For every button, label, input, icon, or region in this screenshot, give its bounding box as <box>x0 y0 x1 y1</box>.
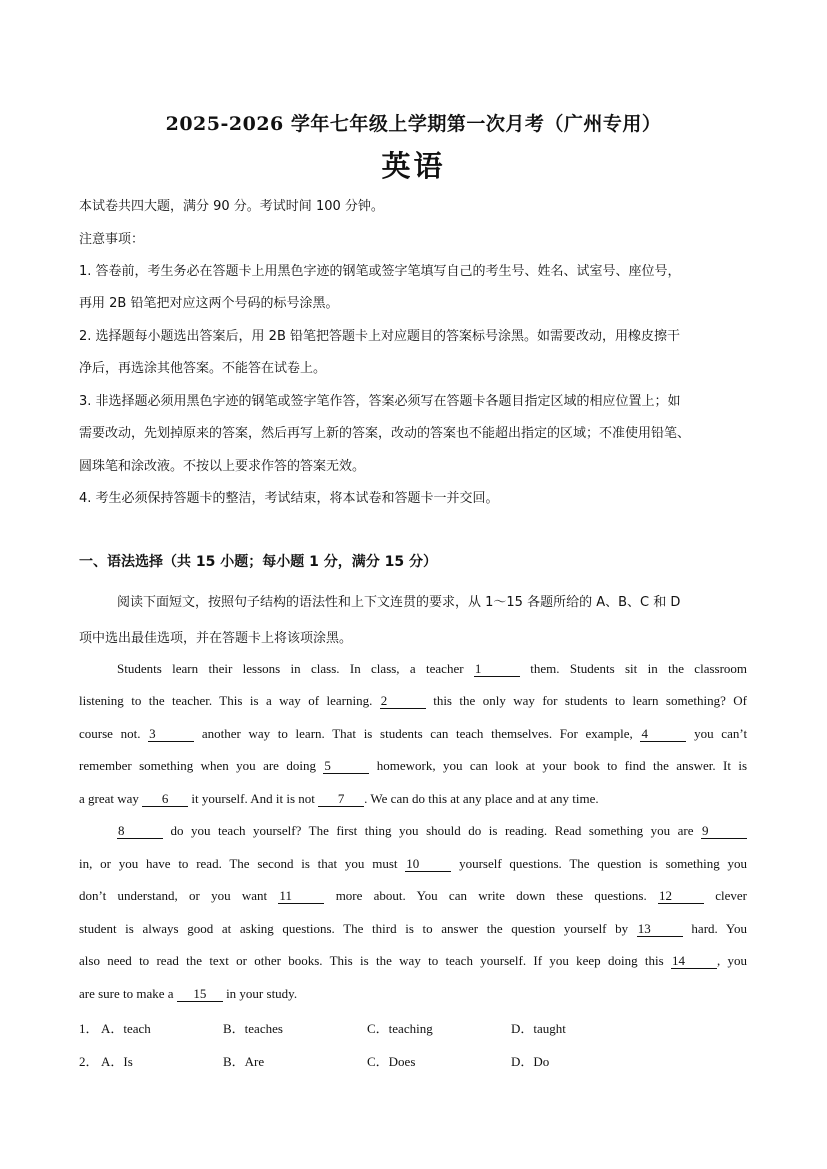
option-d[interactable]: D．taught <box>511 1021 566 1036</box>
passage-line: also need to read the text or other books. This is the way to teach yourself. If you keep doing this 14 , you <box>79 953 748 968</box>
instructions-intro: 本试卷共四大题，满分 90 分。考试时间 100 分钟。 <box>79 199 384 214</box>
blank-6: 6 <box>142 792 188 807</box>
passage-line: 8 do you teach yourself? The first thing you should do is reading. Read something you are 9 <box>117 823 747 839</box>
notice-item-2-cont: 净后，再选涂其他答案。不能答在试卷上。 <box>79 361 327 376</box>
option-a[interactable]: A．Is <box>101 1054 133 1069</box>
passage-line: student is always good at asking questions. The third is to answer the question yourself by 13 hard. You <box>79 921 748 936</box>
exam-title: 2025-2026 学年七年级上学期第一次月考（广州专用） <box>165 113 662 135</box>
notice-item-3-cont: 需要改动，先划掉原来的答案，然后再写上新的答案，改动的答案也不能超出指定的区域；不准使用铅笔、 <box>79 426 691 441</box>
section-1-title: 一、语法选择（共 15 小题；每小题 1 分，满分 15 分） <box>79 554 437 570</box>
blank-14: 14 <box>671 954 717 969</box>
question-number: 1． <box>79 1021 99 1036</box>
blank-3: 3 <box>148 727 194 742</box>
notice-item-2: 2. 选择题每小题选出答案后，用 2B 铅笔把答题卡上对应题目的答案标号涂黑。如需要改动，用橡皮擦干 <box>79 329 680 344</box>
passage-line: are sure to make a 15 in your study. <box>79 986 298 1001</box>
question-number: 2． <box>79 1054 99 1069</box>
blank-12: 12 <box>658 889 704 904</box>
option-b[interactable]: B．Are <box>223 1054 265 1069</box>
option-b[interactable]: B．teaches <box>223 1021 283 1036</box>
blank-2: 2 <box>380 694 426 709</box>
passage-line: don’t understand, or you want 11 more about. You can write down these questions. 12 clever <box>79 888 747 903</box>
option-c[interactable]: C．Does <box>367 1054 416 1069</box>
blank-9: 9 <box>701 824 747 839</box>
blank-8: 8 <box>117 824 163 839</box>
option-d[interactable]: D．Do <box>511 1054 550 1069</box>
passage-line: in, or you have to read. The second is that you must 10 yourself questions. The question is something you <box>79 856 748 871</box>
option-c[interactable]: C．teaching <box>367 1021 433 1036</box>
passage-line: Students learn their lessons in class. In class, a teacher 1 them. Students sit in the classroom <box>117 661 748 676</box>
notice-item-4: 4. 考生必须保持答题卡的整洁，考试结束，将本试卷和答题卡一并交回。 <box>79 491 499 506</box>
notice-label: 注意事项： <box>79 232 145 247</box>
blank-4: 4 <box>640 727 686 742</box>
section-1-directions-cont: 项中选出最佳选项，并在答题卡上将该项涂黑。 <box>79 631 353 646</box>
passage-line: remember something when you are doing 5 homework, you can look at your book to find the answer. It is <box>79 758 748 773</box>
option-a[interactable]: A．teach <box>101 1021 151 1036</box>
passage-line: listening to the teacher. This is a way of learning. 2 this the only way for students to learn something? Of <box>79 693 748 708</box>
blank-11: 11 <box>278 889 324 904</box>
blank-7: 7 <box>318 792 364 807</box>
notice-item-3-cont2: 圆珠笔和涂改液。不按以上要求作答的答案无效。 <box>79 459 366 474</box>
blank-15: 15 <box>177 987 223 1002</box>
blank-10: 10 <box>405 857 451 872</box>
blank-13: 13 <box>637 922 683 937</box>
subject-title: 英语 <box>381 149 446 183</box>
blank-1: 1 <box>474 662 520 677</box>
passage-line: course not. 3 another way to learn. That is students can teach themselves. For example, 4 you can’t <box>79 726 748 741</box>
section-1-directions: 阅读下面短文，按照句子结构的语法性和上下文连贯的要求，从 1～15 各题所给的 A、B、C 和 D <box>117 595 681 610</box>
notice-item-1-cont: 再用 2B 铅笔把对应这两个号码的标号涂黑。 <box>79 296 339 311</box>
notice-item-3: 3. 非选择题必须用黑色字迹的钢笔或签字笔作答，答案必须写在答题卡各题目指定区域的相应位置上；如 <box>79 394 681 409</box>
passage-line: a great way 6 it yourself. And it is not 7 . We can do this at any place and at any time. <box>79 791 599 806</box>
notice-item-1: 1. 答卷前，考生务必在答题卡上用黑色字迹的钢笔或签字笔填写自己的考生号、姓名、试室号、座位号， <box>79 264 681 279</box>
blank-5: 5 <box>323 759 369 774</box>
